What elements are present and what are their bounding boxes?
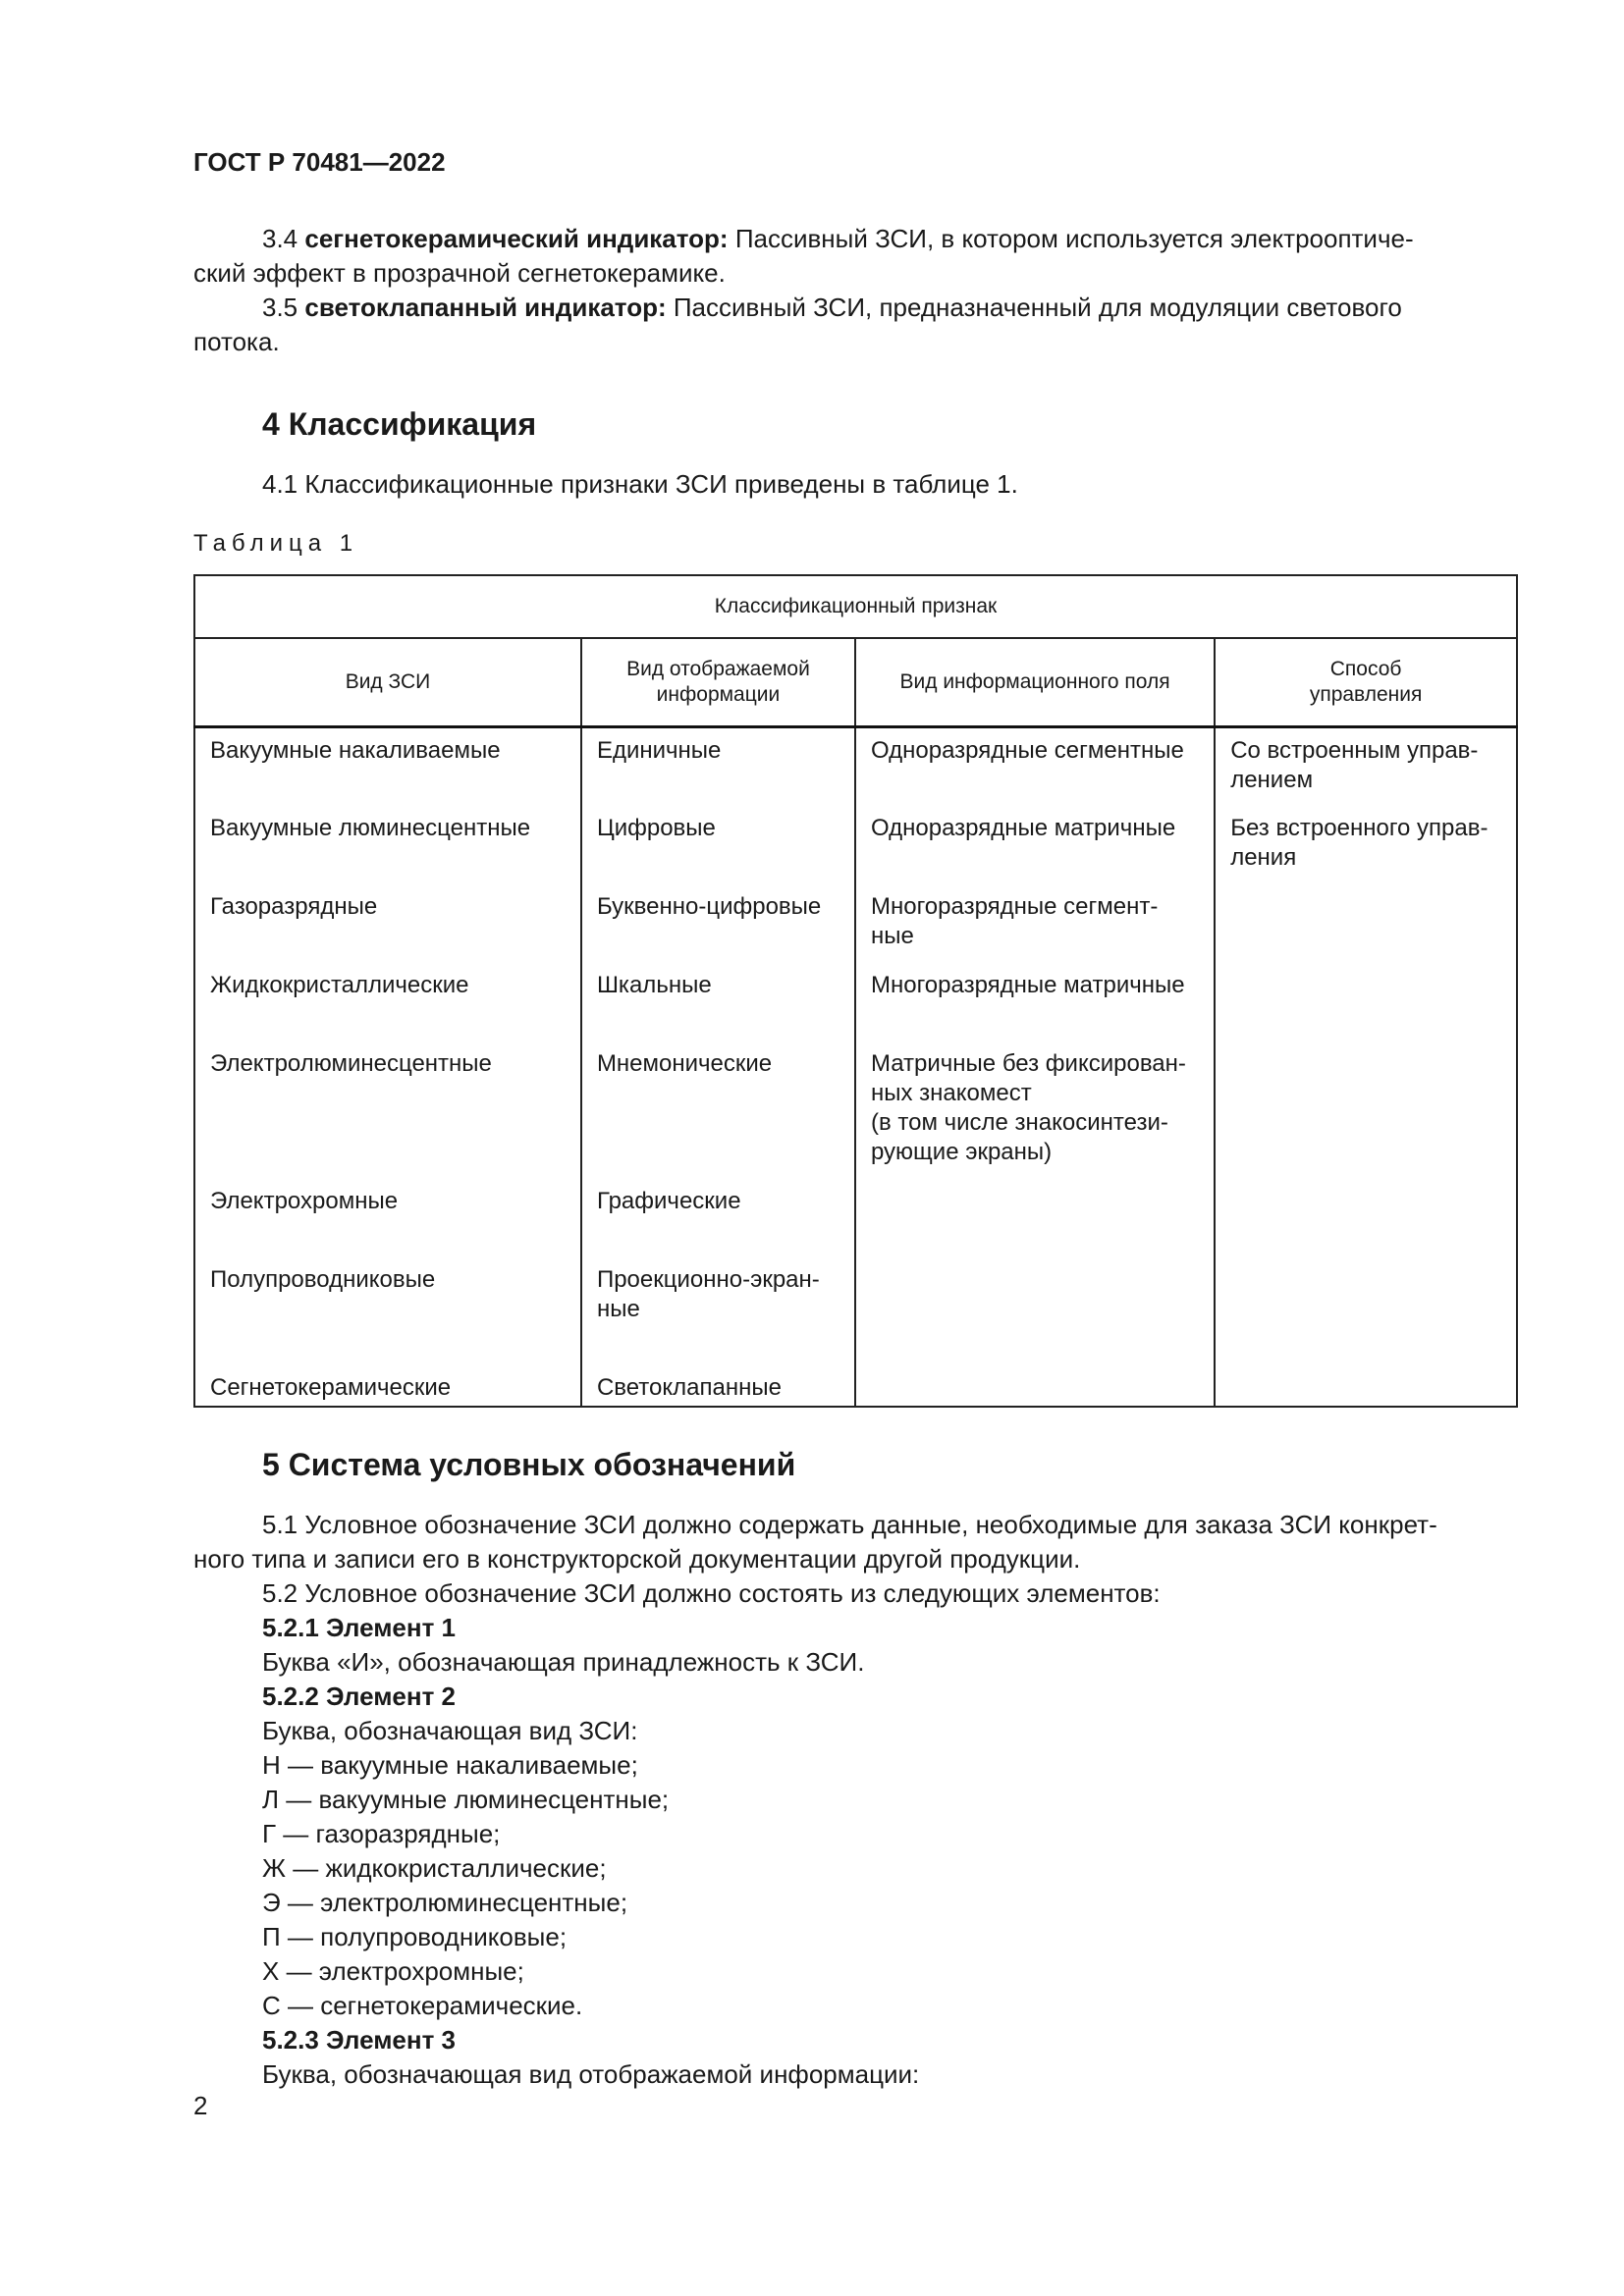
list-item: С — сегнетокерамические. xyxy=(262,1990,583,2020)
cell-line: ные xyxy=(870,922,914,949)
element-2-title: 5.2.2 Элемент 2 xyxy=(262,1681,457,1711)
clause-3-5-text-line1: Пассивный ЗСИ, предназначенный для модуляции светового xyxy=(666,293,1402,322)
element-2-text: Буква, обозначающая вид ЗСИ: xyxy=(262,1715,638,1745)
cell-line: ных знакомест xyxy=(870,1079,1032,1106)
paragraph-4-1: 4.1 Классификационные признаки ЗСИ приведены в таблице 1. xyxy=(262,469,1018,499)
table-cell: Полупроводниковые xyxy=(194,1257,581,1365)
cell-line: (в том числе знакосинтези- xyxy=(870,1108,1168,1136)
table-cell xyxy=(1215,963,1517,1041)
table-cell xyxy=(1215,1041,1517,1179)
cell-line: Проекционно-экран- xyxy=(596,1265,820,1293)
table-cell: Сегнетокерамические xyxy=(194,1365,581,1407)
table-cell: Вакуумные накаливаемые xyxy=(194,727,581,806)
table-cell: Электрохромные xyxy=(194,1179,581,1257)
clause-3-5-number: 3.5 xyxy=(262,293,305,322)
table-caption: Таблица 1 xyxy=(193,530,359,557)
table-row xyxy=(194,1257,1517,1365)
clause-3-5-text-line2: потока. xyxy=(193,327,280,356)
clause-3-5-term: светоклапанный индикатор: xyxy=(304,293,667,322)
table-row xyxy=(194,1179,1517,1257)
col-header-info-type-line2: информации xyxy=(656,683,781,706)
table-cell: Вакуумные люминесцентные xyxy=(194,806,581,884)
cell-line: Матричные без фиксирован- xyxy=(870,1049,1186,1077)
table-cell: Графические xyxy=(581,1179,855,1257)
table-row xyxy=(194,963,1517,1041)
element-3-text: Буква, обозначающая вид отображаемой информации: xyxy=(262,2058,920,2089)
cell-line: ления xyxy=(1230,843,1297,871)
table-cell xyxy=(581,1257,855,1365)
list-item: Н — вакуумные накаливаемые; xyxy=(262,1749,638,1780)
table-cell: Шкальные xyxy=(581,963,855,1041)
cell-line: рующие экраны) xyxy=(870,1138,1053,1165)
table-row xyxy=(194,727,1517,806)
paragraph-5-1-line1: 5.1 Условное обозначение ЗСИ должно содержать данные, необходимые для заказа ЗСИ конкрет- xyxy=(262,1509,1437,1539)
table-cell xyxy=(855,884,1215,963)
table-cell xyxy=(1215,884,1517,963)
table-cell: Многоразрядные матричные xyxy=(855,963,1215,1041)
table-cell xyxy=(1215,1365,1517,1407)
table-cell: Буквенно-цифровые xyxy=(581,884,855,963)
cell-line: Без встроенного управ- xyxy=(1230,814,1489,841)
clause-3-4-text-line2: ский эффект в прозрачной сегнетокерамике. xyxy=(193,258,726,288)
clause-3-4-term: сегнетокерамический индикатор: xyxy=(304,224,729,253)
clause-3-4-text-line1: Пассивный ЗСИ, в котором используется электрооптиче- xyxy=(728,224,1414,253)
table-cell xyxy=(855,1179,1215,1257)
section-4-title: 4 Классификация xyxy=(262,406,537,442)
paragraph-5-1-line2: ного типа и записи его в конструкторской документации другой продукции. xyxy=(193,1543,1081,1574)
clause-3-4 xyxy=(193,222,1517,256)
section-5-body xyxy=(193,1508,1517,2092)
cell-line: Многоразрядные сегмент- xyxy=(870,892,1159,920)
clause-3-4-number: 3.4 xyxy=(262,224,305,253)
element-3-title: 5.2.3 Элемент 3 xyxy=(262,2024,457,2055)
table-cell: Жидкокристаллические xyxy=(194,963,581,1041)
list-item: Э — электролюминесцентные; xyxy=(262,1887,628,1917)
col-header-zsi-type: Вид ЗСИ xyxy=(194,638,581,727)
cell-line: лением xyxy=(1230,767,1314,793)
table-cell: Электролюминесцентные xyxy=(194,1041,581,1179)
paragraph-5-2: 5.2 Условное обозначение ЗСИ должно состоять из следующих элементов: xyxy=(262,1577,1161,1608)
col-header-field-type: Вид информационного поля xyxy=(855,638,1215,727)
cell-line: Со встроенным управ- xyxy=(1230,737,1479,764)
col-header-info-type xyxy=(581,638,855,727)
element-1-title: 5.2.1 Элемент 1 xyxy=(262,1612,457,1642)
col-header-control-line2: управления xyxy=(1309,683,1423,706)
document-header: ГОСТ Р 70481—2022 xyxy=(193,147,446,177)
page-content xyxy=(193,222,1517,2092)
list-item: Л — вакуумные люминесцентные; xyxy=(262,1784,670,1814)
table-cell: Единичные xyxy=(581,727,855,806)
table-cell: Мнемонические xyxy=(581,1041,855,1179)
page-number: 2 xyxy=(193,2091,208,2120)
table-row xyxy=(194,1041,1517,1179)
element-1-text: Буква «И», обозначающая принадлежность к ЗСИ. xyxy=(262,1646,865,1677)
table-cell xyxy=(1215,727,1517,806)
table-cell xyxy=(1215,1179,1517,1257)
table-cell: Одноразрядные матричные xyxy=(855,806,1215,884)
section-5-title: 5 Система условных обозначений xyxy=(262,1446,796,1482)
table-cell: Цифровые xyxy=(581,806,855,884)
list-item: Х — электрохромные; xyxy=(262,1955,524,1986)
col-header-control-method xyxy=(1215,638,1517,727)
table-row xyxy=(194,884,1517,963)
table-cell: Одноразрядные сегментные xyxy=(855,727,1215,806)
table-cell xyxy=(1215,806,1517,884)
table-cell: Газоразрядные xyxy=(194,884,581,963)
list-item: Г — газоразрядные; xyxy=(262,1818,501,1848)
col-header-control-line1: Способ xyxy=(1329,658,1402,680)
table-cell xyxy=(855,1041,1215,1179)
table-span-header: Классификационный признак xyxy=(194,575,1517,638)
table-cell: Светоклапанные xyxy=(581,1365,855,1407)
table-row xyxy=(194,806,1517,884)
list-item: П — полупроводниковые; xyxy=(262,1921,568,1951)
table-row xyxy=(194,1365,1517,1407)
col-header-info-type-line1: Вид отображаемой xyxy=(626,658,810,680)
list-item: Ж — жидкокристаллические; xyxy=(262,1852,607,1883)
table-cell xyxy=(855,1257,1215,1365)
table-cell xyxy=(855,1365,1215,1407)
table-cell xyxy=(1215,1257,1517,1365)
cell-line: ные xyxy=(596,1295,640,1322)
classification-table xyxy=(193,574,1518,1408)
clause-3-5 xyxy=(193,291,1517,325)
